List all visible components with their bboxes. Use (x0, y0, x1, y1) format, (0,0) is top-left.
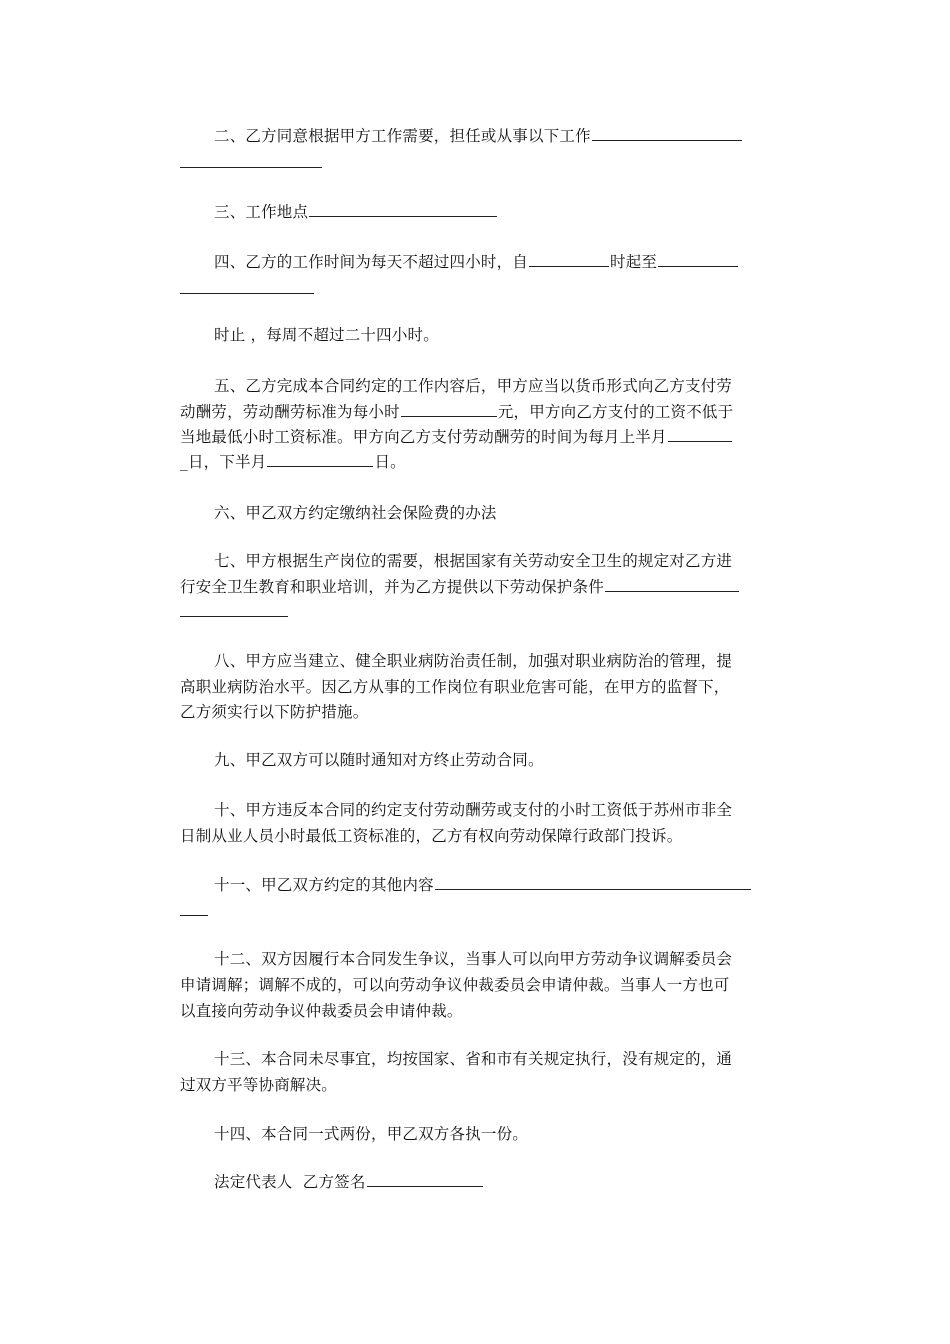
clause-13-line-2 (180, 1075, 780, 1095)
clause-5-line-4-text-a: _日，下半月 (180, 453, 267, 471)
clause-8-line-1 (214, 651, 814, 671)
clause-8-line-1-text: 八、甲方应当建立、健全职业病防治责任制，加强对职业病防治的管理，提 (214, 652, 733, 670)
clause-12-line-3 (180, 1001, 780, 1021)
clause-5-line-2 (180, 402, 780, 422)
clause-12-line-1 (214, 949, 814, 969)
clause-7-line-1 (214, 551, 814, 571)
clause-4-blank-end (658, 252, 738, 267)
clause-12-line-2 (180, 975, 780, 995)
clause-8-line-3-text: 乙方须实行以下防护措施。 (180, 703, 369, 721)
clause-10-line-1 (214, 800, 814, 820)
clause-7-blank (605, 577, 739, 592)
clause-5-line-3-text: 当地最低小时工资标准。甲方向乙方支付劳动酬劳的时间为每月上半月 (180, 428, 667, 446)
clause-5-line-1 (214, 376, 814, 396)
clause-14-text: 十四、本合同一式两份，甲乙双方各执一份。 (214, 1125, 529, 1143)
clause-11-blank (435, 875, 751, 890)
clause-4-blank-continued (180, 292, 314, 294)
signature-label: 法定代表人 乙方签名 (214, 1173, 366, 1191)
clause-2-blank (592, 126, 742, 141)
clause-13-line-2-text: 过双方平等协商解决。 (180, 1076, 338, 1094)
clause-5-first-half-blank (668, 427, 732, 442)
clause-4-blank-start (529, 252, 609, 267)
clause-13-line-1 (214, 1049, 814, 1069)
clause-7-line-1-text: 七、甲方根据生产岗位的需要，根据国家有关劳动安全卫生的规定对乙方进 (214, 552, 733, 570)
clause-7-line-2-text: 行安全卫生教育和职业培训，并为乙方提供以下劳动保护条件 (180, 578, 604, 596)
clause-4-line-1 (214, 252, 814, 272)
clause-7-line-2 (180, 577, 780, 597)
clause-11-blank-continued (180, 914, 208, 916)
clause-5-second-half-blank (267, 452, 373, 467)
clause-6 (214, 503, 814, 523)
clause-11 (214, 875, 814, 895)
clause-3-text: 三、工作地点 (214, 203, 309, 221)
clause-9-text: 九、甲乙双方可以随时通知对方终止劳动合同。 (214, 751, 544, 769)
clause-4-text-b: 时起至 (610, 253, 658, 271)
clause-6-text: 六、甲乙双方约定缴纳社会保险费的办法 (214, 504, 497, 522)
clause-2-blank-continued (180, 166, 322, 168)
clause-10-line-2 (180, 826, 780, 846)
clause-2-line-1 (214, 126, 814, 146)
clause-13-line-1-text: 十三、本合同未尽事宜，均按国家、省和市有关规定执行，没有规定的，通 (214, 1050, 733, 1068)
clause-5-line-4 (180, 452, 780, 472)
clause-7-blank-continued (180, 615, 288, 617)
clause-3-blank (309, 202, 497, 217)
clause-5-line-1-text: 五、乙方完成本合同约定的工作内容后，甲方应当以货币形式向乙方支付劳 (214, 377, 733, 395)
clause-4-text-c: 时止 ，每周不超过二十四小时。 (214, 326, 439, 344)
clause-5-line-2-text-b: 元，甲方向乙方支付的工资不低于 (497, 403, 734, 421)
clause-4-line-2 (214, 325, 814, 345)
clause-11-text: 十一、甲乙双方约定的其他内容 (214, 876, 434, 894)
clause-5-line-2-text-a: 动酬劳，劳动酬劳标准为每小时 (180, 403, 400, 421)
clause-12-line-1-text: 十二、双方因履行本合同发生争议，当事人可以向甲方劳动争议调解委员会 (214, 950, 733, 968)
clause-10-line-2-text: 日制从业人员小时最低工资标准的，乙方有权向劳动保障行政部门投诉。 (180, 827, 683, 845)
clause-5-line-4-text-b: 日。 (374, 453, 406, 471)
clause-14 (214, 1124, 814, 1144)
signature-line (214, 1172, 814, 1192)
clause-10-line-1-text: 十、甲方违反本合同的约定支付劳动酬劳或支付的小时工资低于苏州市非全 (214, 801, 733, 819)
signature-blank (367, 1172, 483, 1187)
clause-3 (214, 202, 814, 222)
clause-8-line-2-text: 高职业病防治水平。因乙方从事的工作岗位有职业危害可能，在甲方的监督下， (180, 678, 730, 696)
clause-12-line-3-text: 以直接向劳动争议仲裁委员会申请仲裁。 (180, 1002, 463, 1020)
clause-5-hourly-rate-blank (401, 402, 497, 417)
clause-5-line-3 (180, 427, 780, 447)
clause-8-line-3 (180, 702, 780, 722)
clause-8-line-2 (180, 677, 780, 697)
clause-12-line-2-text: 申请调解；调解不成的，可以向劳动争议仲裁委员会申请仲裁。当事人一方也可 (180, 976, 730, 994)
clause-2-text: 二、乙方同意根据甲方工作需要，担任或从事以下工作 (214, 127, 591, 145)
clause-9 (214, 750, 814, 770)
clause-4-text-a: 四、乙方的工作时间为每天不超过四小时，自 (214, 253, 529, 271)
